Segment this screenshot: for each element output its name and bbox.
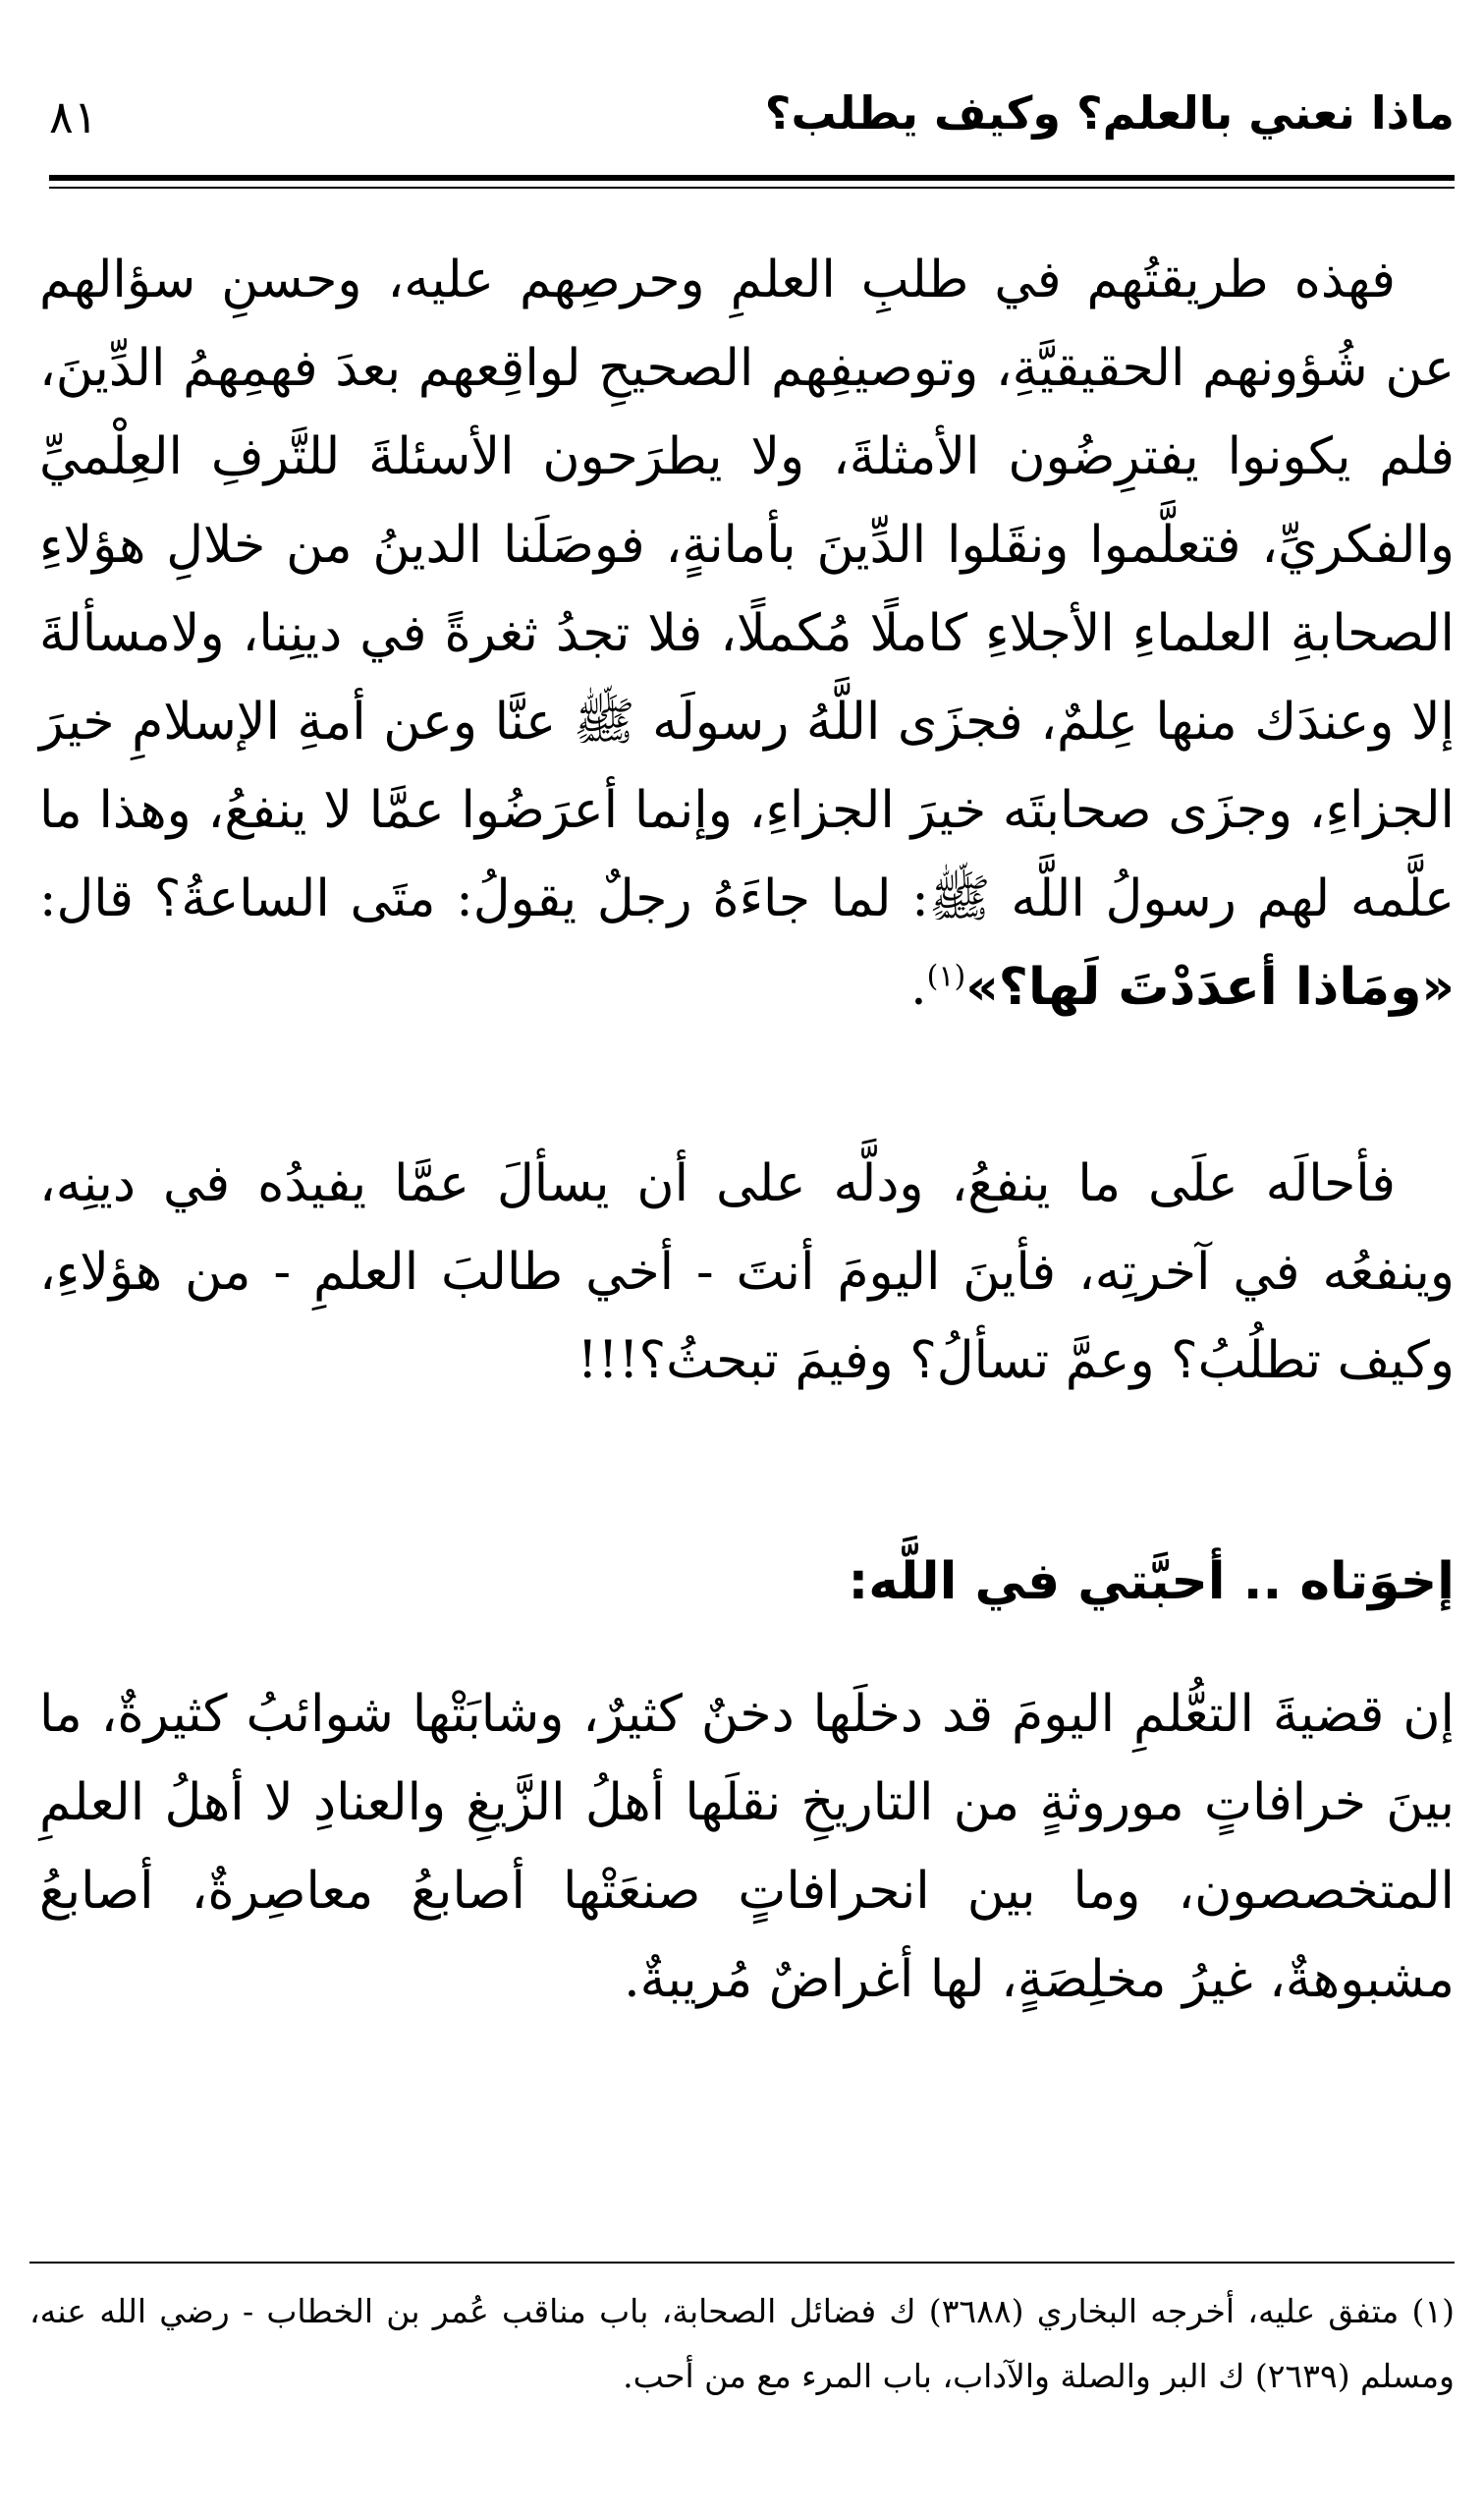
header-rule-thick — [49, 175, 1455, 181]
footnote-reference: (١) — [926, 959, 966, 994]
paragraph-3 — [39, 1670, 1455, 2024]
paragraph-1-text: فهذه طريقتُهم في طلبِ العلمِ وحرصِهم عليه، وحسنِ سؤالهم عن شُؤونهم الحقيقيَّةِ، وتوصيفِهم الصحيحِ لواقِعهم بعدَ فهمِهمُ الدِّينَ، فلم يكونوا يفترِضُون الأمثلةَ، ولا يطرَحون الأسئلةَ للتَّرفِ العِلْميِّ والفكريِّ، فتعلَّموا ونقَلوا الدِّينَ بأمانةٍ، فوصَلَنا الدينُ من خلالِ هؤلاءِ الصحابةِ العلماءِ الأجلاءِ كاملًا مُكملًا، فلا تجدُ ثغرةً في دينِنا، ولامسألةَ إلا وعندَك منها عِلمٌ، فجزَى اللَّهُ رسولَه ﷺ عنَّا وعن أمةِ الإسلامِ خيرَ الجزاءِ، وجزَى صحابتَه خيرَ الجزاءِ، وإنما أعرَضُوا عمَّا لا ينفعُ، وهذا ما علَّمه لهم رسولُ اللَّه ﷺ: لما جاءَهُ رجلٌ يقولُ: متَى الساعةُ؟ قال: — [39, 251, 1455, 928]
running-header-title: ماذا نعني بالعلم؟ وكيف يطلب؟ — [764, 86, 1455, 140]
footnote-1: (١) متفق عليه، أخرجه البخاري (٣٦٨٨) ك فضائل الصحابة، باب مناقب عُمر بن الخطاب - رضي الله عنه، ومسلم (٢٦٣٩) ك البر والصلة والآداب، باب المرء مع من أحب. — [29, 2292, 1455, 2395]
section-heading: إخوَتاه .. أحبَّتي في اللَّه: — [848, 1552, 1455, 1611]
hadith-quote: «ومَاذا أعدَدْتَ لَها؟» — [965, 958, 1455, 1017]
paragraph-2-text: فأحالَه علَى ما ينفعُ، ودلَّه على أن يسألَ عمَّا يفيدُه في دينِه، وينفعُه في آخرتِه، فأينَ اليومَ أنتَ - أخي طالبَ العلمِ - من هؤلاءِ، وكيف تطلُبُ؟ وعمَّ تسألُ؟ وفيمَ تبحثُ؟!!! — [39, 1154, 1455, 1390]
paragraph-1: فهذه طريقتُهم في طلبِ العلمِ وحرصِهم عليه، وحسنِ سؤالهم عن شُؤونهم الحقيقيَّةِ، وتوصيفِهم الصحيحِ لواقِعهم بعدَ فهمِهمُ الدِّينَ، فلم يكونوا يفترِضُون الأمثلةَ، ولا يطرَحون الأسئلةَ للتَّرفِ العِلْميِّ والفكريِّ، فتعلَّموا ونقَلوا الدِّينَ بأمانةٍ، فوصَلَنا الدينُ من خلالِ هؤلاءِ الصحابةِ العلماءِ الأجلاءِ كاملًا مُكملًا، فلا تجدُ ثغرةً في دينِنا، ولامسألةَ إلا وعندَك منها عِلمٌ، فجزَى اللَّهُ رسولَه ﷺ عنَّا وعن أمةِ الإسلامِ خيرَ الجزاءِ، وجزَى صحابتَه خيرَ الجزاءِ، وإنما أعرَضُوا عمَّا لا ينفعُ، وهذا ما علَّمه لهم رسولُ اللَّه ﷺ: لما جاءَهُ رجلٌ يقولُ: متَى الساعةُ؟ قال: «ومَاذا أعدَدْتَ لَها؟»$^{(١)}$. — [39, 251, 1455, 1017]
footnotes — [29, 2279, 1455, 2409]
paragraph-3-text: إن قضيةَ التعُّلمِ اليومَ قد دخلَها دخنٌ كثيرٌ، وشابَتْها شوائبُ كثيرةٌ، ما بينَ خرافاتٍ موروثةٍ من التاريخِ نقلَها أهلُ الزَّيغِ والعنادِ لا أهلُ العلمِ المتخصصون، وما بين انحرافاتٍ صنعَتْها أصابعُ معاصِرةٌ، أصابعُ مشبوهةٌ، غيرُ مخلِصَةٍ، لها أغراضٌ مُريبةٌ. — [39, 1685, 1455, 2009]
page-number: ٨١ — [49, 90, 98, 143]
header-rule-thin — [49, 187, 1455, 189]
footnote-separator — [29, 2262, 1455, 2264]
paragraph-2 — [39, 1140, 1455, 1405]
